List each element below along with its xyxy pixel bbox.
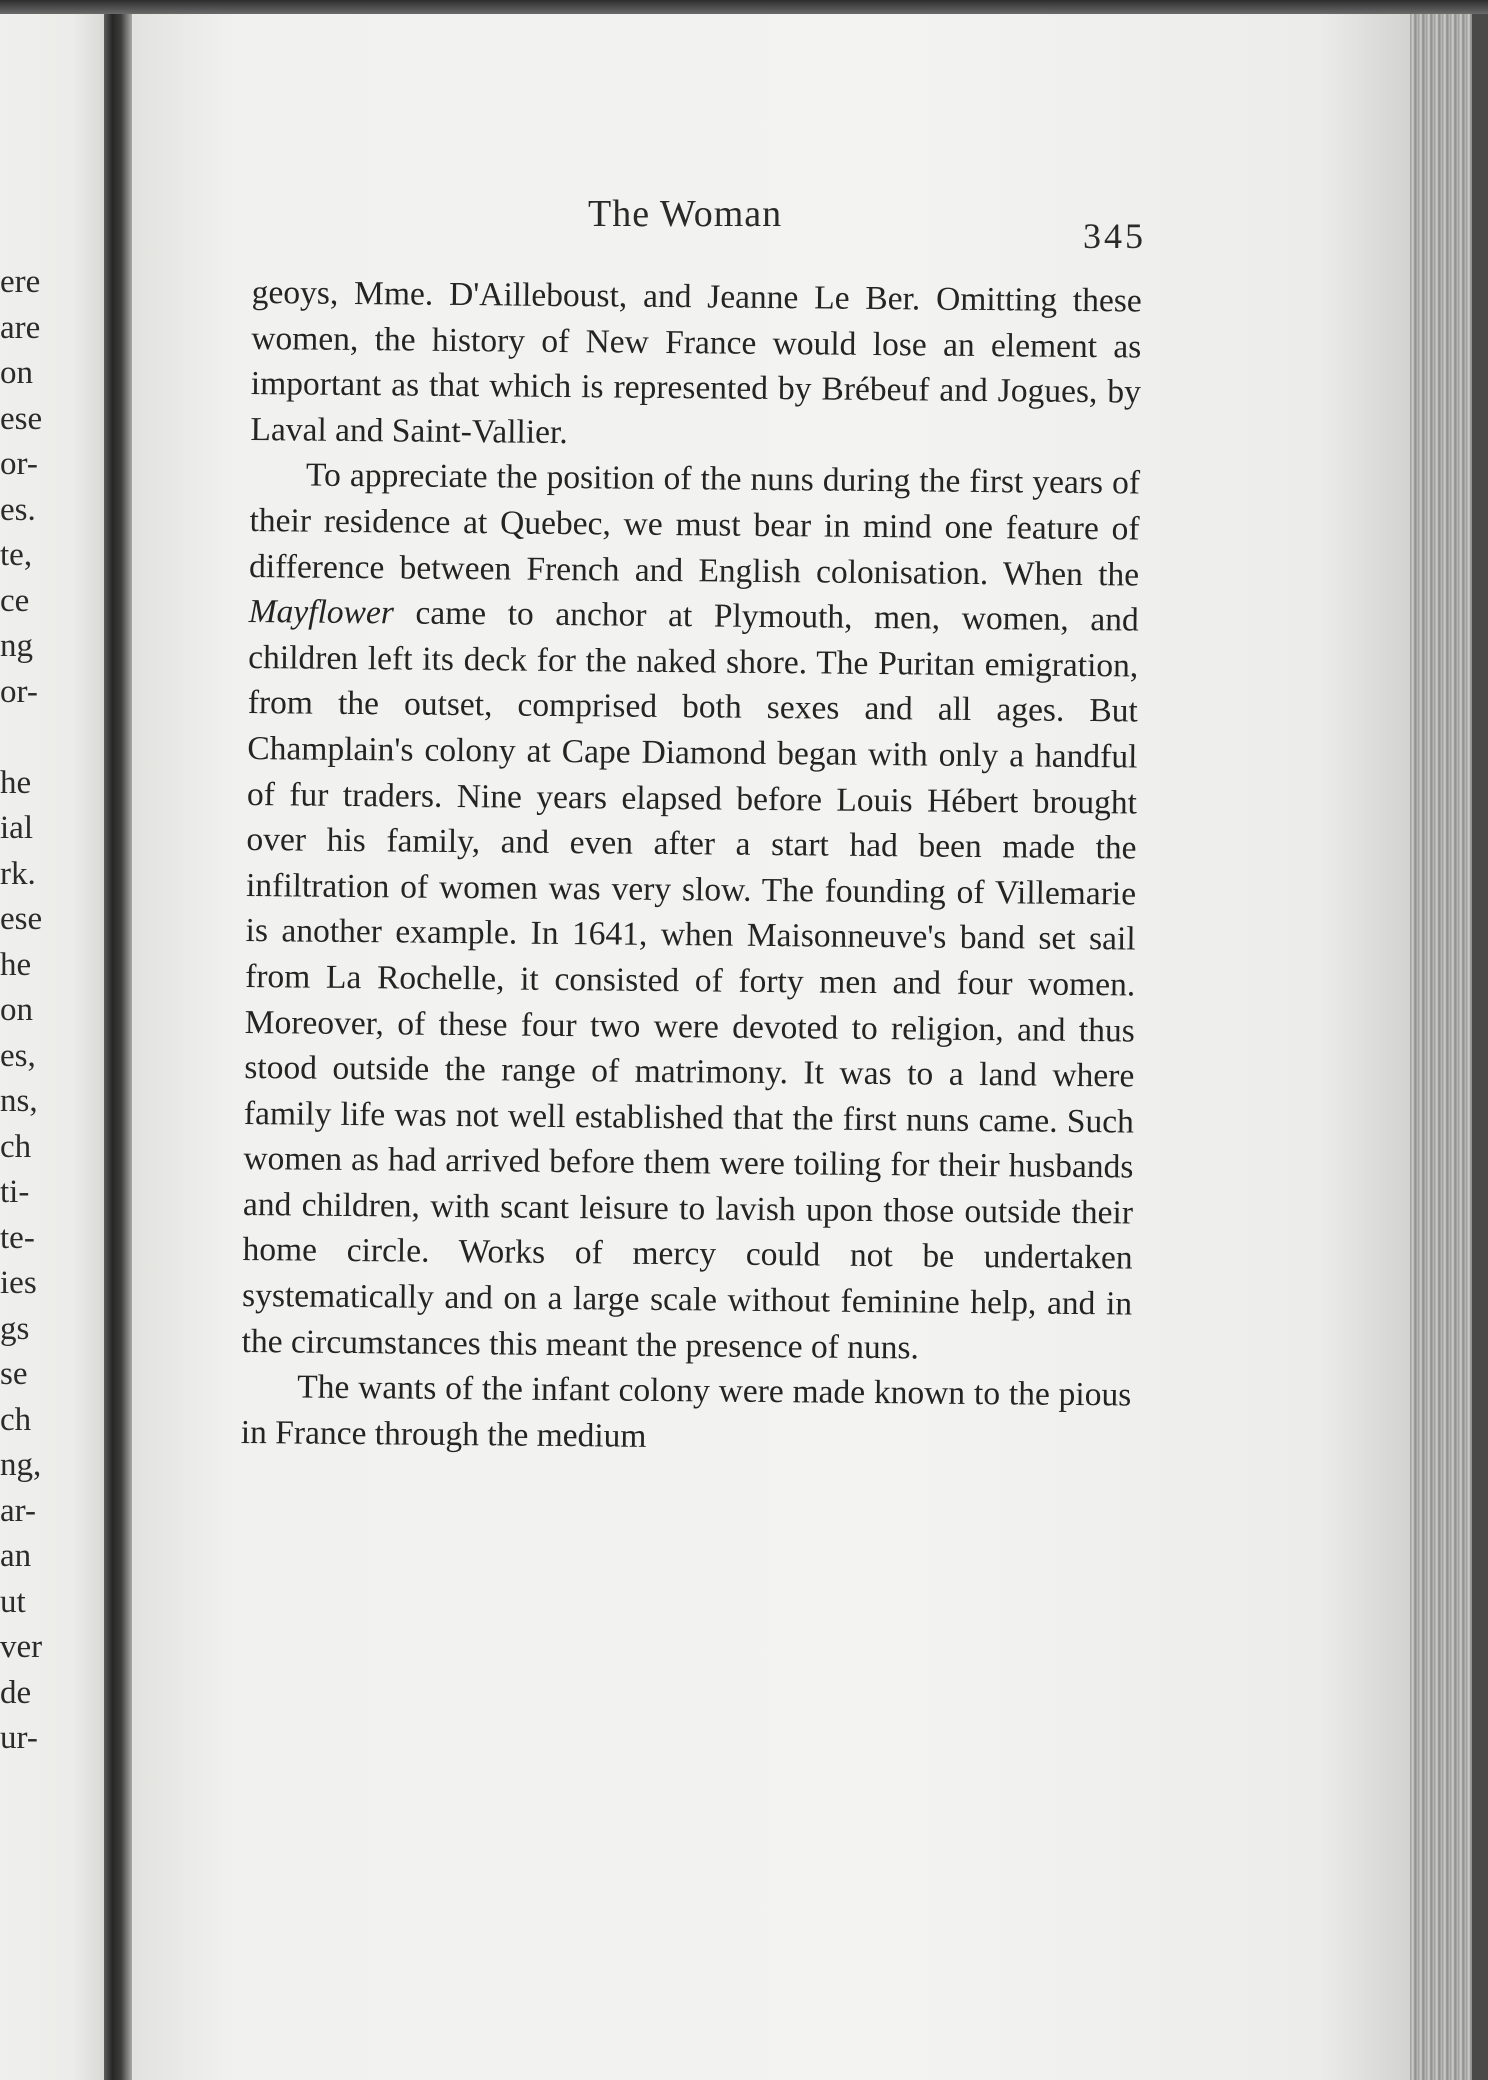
paragraph-text: came to anchor at Plymouth, men, women, and children left its deck for the naked shore. The Puritan emigration, from the outset, comprised both sexes and all ages. But Champlain's colony at Cape Diamond began with only a handful of fur traders. Nine years elapsed before Louis Hébert brought over his family, and even after a start had been made the infiltration of women was very slow. The founding of Villemarie is another example. In 1641, when Maisonneuve's band set sail from La Rochelle, it consisted of forty men and four women. Moreover, of these four two were devoted to religion, and thus stood outside the range of matrimony. It was to a land where family life was not well established that the first nuns came. Such women as had arrived before them were toiling for their husbands and children, with scant leisure to lavish upon those outside their home circle. Works of mercy could not be undertaken systematically and on a large scale without feminine help, and in the circumstances this meant the presence of nuns. <box>241 594 1139 1367</box>
left-fragment: de <box>0 1674 32 1711</box>
left-fragment: ch <box>0 1401 32 1438</box>
left-fragment: ns, <box>0 1083 38 1119</box>
left-fragment: ng, <box>0 1447 42 1483</box>
left-fragment: te- <box>0 1219 35 1256</box>
left-fragment: ch <box>0 1128 32 1165</box>
paragraph-text: To appreciate the position of the nuns during the first years of their residence at Quebec, we must bear in mind one feature of difference between French and English colonisation. When the <box>248 456 1141 594</box>
left-fragment: ng <box>0 628 33 664</box>
left-fragment: ere <box>0 264 41 300</box>
left-page-text-fragments <box>0 260 43 1762</box>
left-fragment: rk. <box>0 855 36 892</box>
paragraph <box>241 452 1140 1372</box>
paragraph: geoys, Mme. D'Ailleboust, and Jeanne Le Ber. Omitting these women, the history of New France would lose an element as important as that which is represented by Brébeuf and Jogues, by Laval and Saint-Vallier. <box>250 273 1142 451</box>
left-fragment: he <box>0 764 32 801</box>
left-fragment: ver <box>0 1629 43 1665</box>
left-fragment: ur- <box>0 1720 38 1756</box>
left-fragment: te, <box>0 537 33 573</box>
left-fragment: or- <box>0 446 38 482</box>
left-fragment: on <box>0 992 33 1028</box>
left-fragment: ce <box>0 582 30 619</box>
left-fragment: or- <box>0 673 38 710</box>
ship-name: Mayflower <box>248 593 395 632</box>
left-fragment: he <box>0 946 32 983</box>
body-text <box>241 270 1142 1464</box>
paragraph: The wants of the infant colony were made known to the pious in France through the medium <box>240 1368 1132 1455</box>
book-gutter <box>104 14 132 2080</box>
left-page <box>0 14 104 2080</box>
left-fragment: se <box>0 1356 28 1392</box>
left-fragment: gs <box>0 1310 30 1347</box>
left-fragment: ar- <box>0 1492 36 1529</box>
running-head: The Woman <box>588 193 783 235</box>
left-fragment-gap <box>0 715 40 761</box>
left-fragment: on <box>0 355 33 391</box>
left-fragment: es. <box>0 491 36 528</box>
left-fragment: ial <box>0 810 33 846</box>
left-fragment: an <box>0 1538 32 1574</box>
left-fragment: are <box>0 309 41 346</box>
left-fragment: ti- <box>0 1174 30 1210</box>
scan-top-edge <box>0 0 1488 14</box>
left-fragment: ese <box>0 400 43 437</box>
left-fragment: ese <box>0 901 43 937</box>
page-edges <box>1410 14 1488 2080</box>
left-fragment: ut <box>0 1583 26 1620</box>
page-number: 345 <box>1083 216 1146 256</box>
left-fragment: ies <box>0 1265 37 1301</box>
left-fragment: es, <box>0 1037 36 1074</box>
